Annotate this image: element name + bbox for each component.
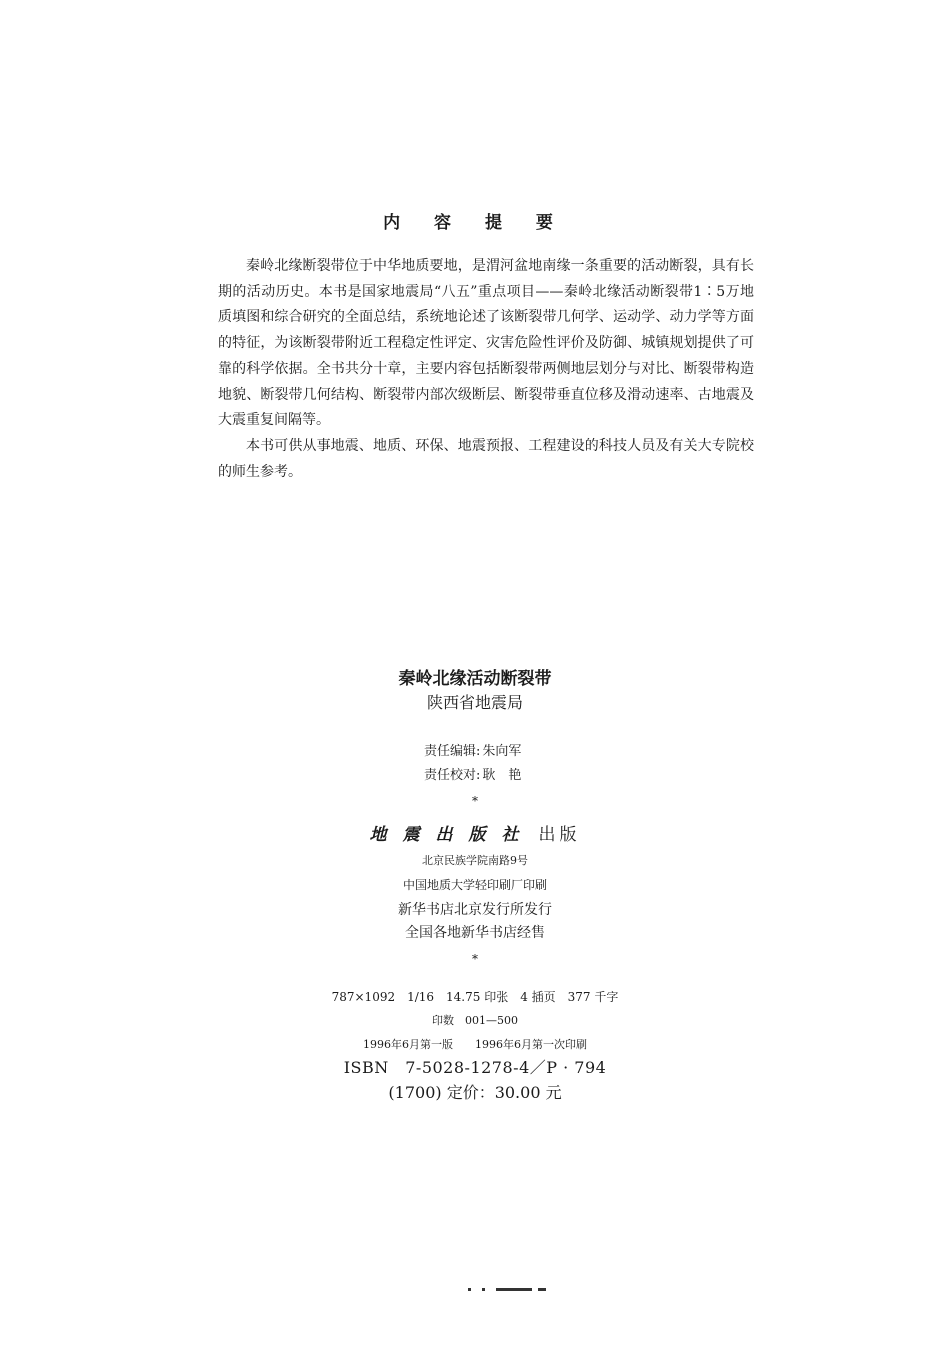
printer-line: 中国地质大学轻印刷厂印刷 [402, 878, 547, 892]
proofreader-label: 责任校对: [424, 768, 481, 783]
format-line: 787×1092 1/16 14.75 印张 4 插页 377 千字 [331, 990, 619, 1004]
author: 陕西省地震局 [426, 693, 523, 712]
proofreader-name: 耿 艳 [482, 768, 522, 783]
publisher-name: 地震出版社 [369, 825, 535, 845]
price-line: (1700) 定价：30.00 元 [388, 1083, 562, 1102]
editor-label: 责任编辑: [424, 744, 481, 759]
summary-heading: 内 容 提 要 [383, 213, 567, 233]
summary-paragraph-1: 秦岭北缘断裂带位于中华地质要地，是渭河盆地南缘一条重要的活动断裂，具有长期的活动历史。本书是国家地震局“八五”重点项目——秦岭北缘活动断裂带1∶5万地质填图和综合研究的全面总结，系统地论述了该断裂带几何学、运动学、动力学等方面的特征，为该断裂带附近工程稳定性评定、灾害危险性评价及防御、城镇规划提供了可靠的科学依据。全书共分十章，主要内容包括断裂带两侧地层划分与对比、断裂带构造地貌、断裂带几何结构、断裂带内部次级断层、断裂带垂直位移及滑动速率、古地震及大震重复间隔等。 [218, 258, 754, 429]
print-run-line: 印数 001—500 [432, 1014, 518, 1027]
issuer-line: 新华书店北京发行所发行 [398, 902, 552, 918]
publisher-suffix: 出版 [538, 825, 581, 845]
isbn-line: ISBN 7-5028-1278-4／P · 794 [343, 1058, 607, 1077]
seller-line: 全国各地新华书店经售 [405, 925, 545, 941]
publisher-line [0, 820, 950, 845]
summary-body [218, 254, 754, 485]
book-title: 秦岭北缘活动断裂带 [398, 669, 552, 689]
scan-artifact [468, 1288, 564, 1292]
edition-line: 1996年6月第一版 1996年6月第一次印刷 [363, 1038, 587, 1051]
separator-asterisk: * [472, 794, 478, 808]
publisher-address: 北京民族学院南路9号 [422, 854, 528, 867]
separator-asterisk: * [472, 952, 478, 966]
summary-paragraph-2: 本书可供从事地震、地质、环保、地震预报、工程建设的科技人员及有关大专院校的师生参考。 [218, 437, 754, 480]
editor-credit [424, 740, 521, 759]
proofreader-credit [424, 764, 521, 783]
editor-name: 朱向军 [482, 744, 522, 759]
